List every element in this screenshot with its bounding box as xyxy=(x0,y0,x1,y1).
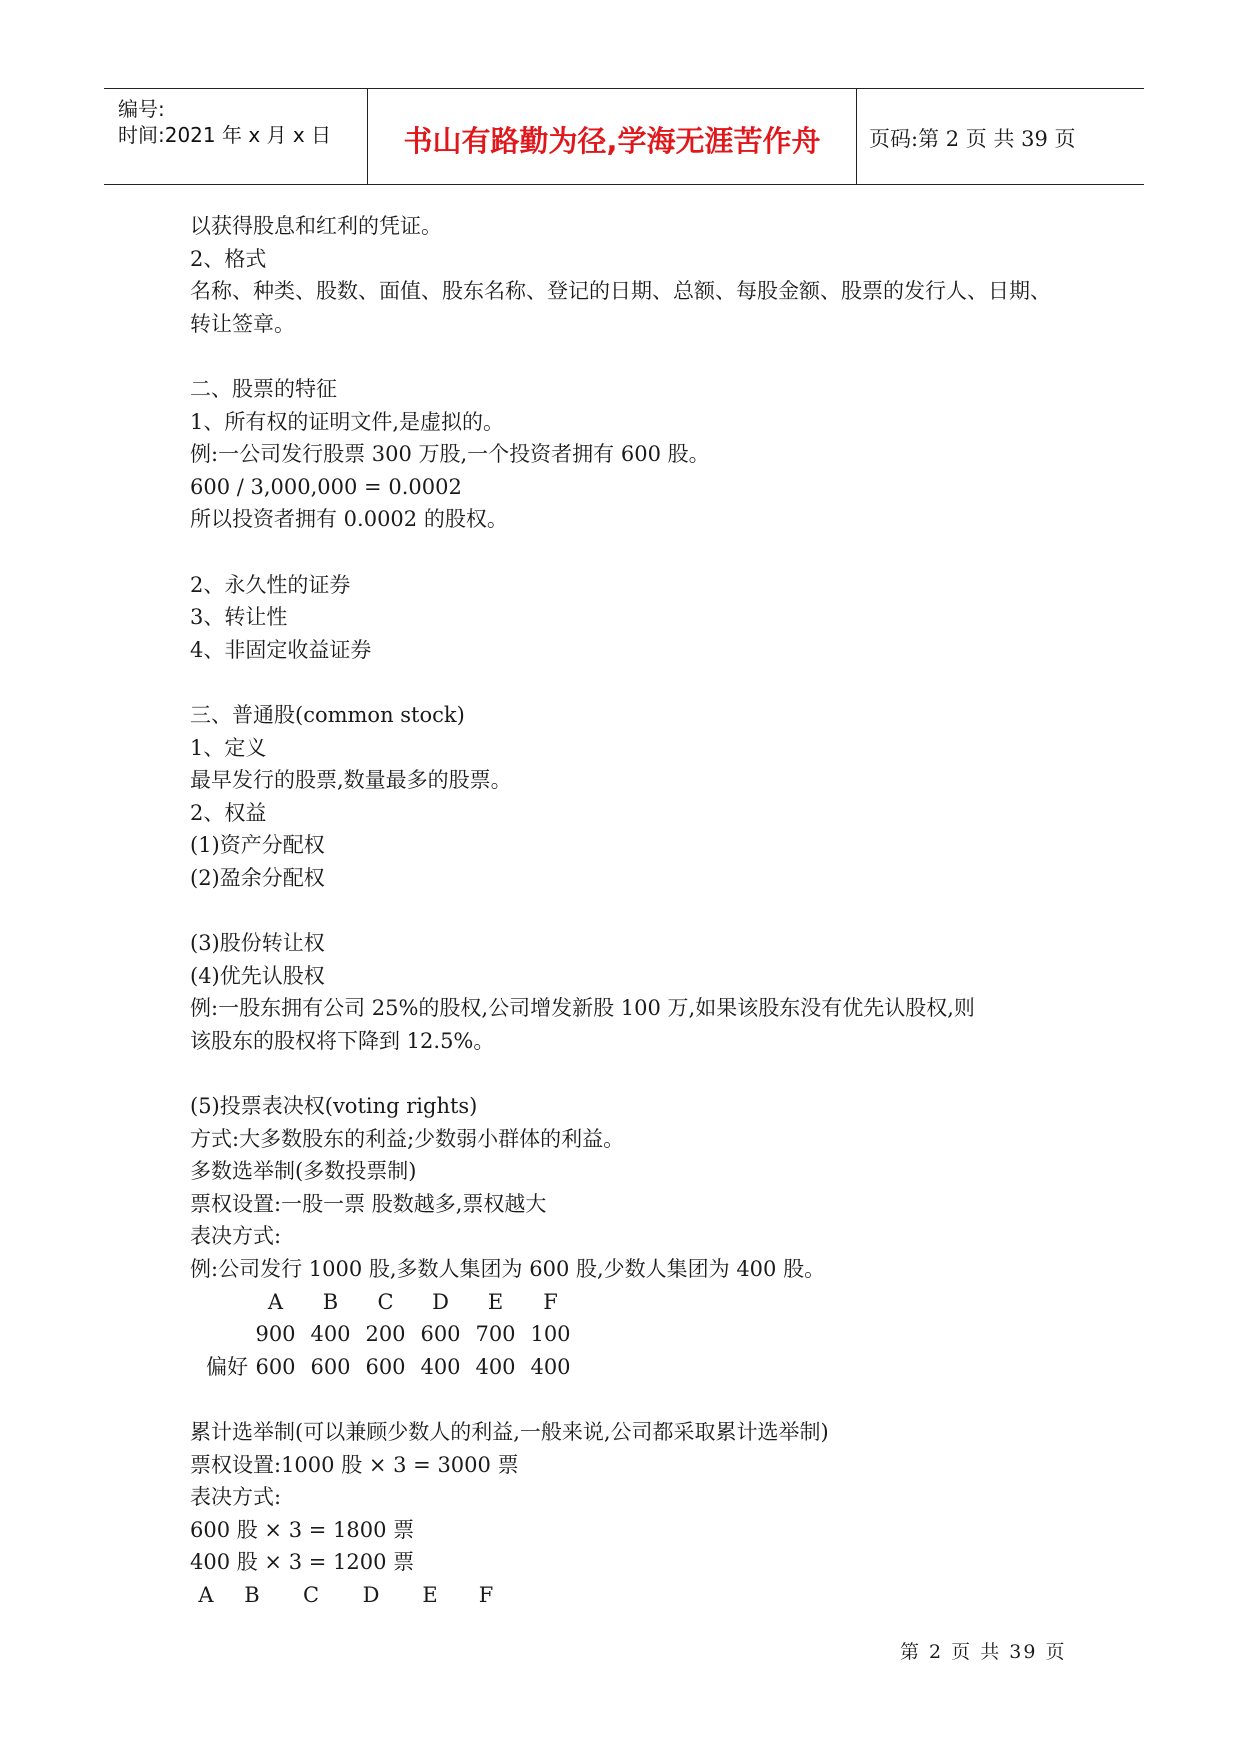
page-header xyxy=(104,88,1144,185)
section-heading: 二、股票的特征 xyxy=(190,376,337,401)
list-item: 3、转让性 xyxy=(190,605,288,630)
table-cell: 400 xyxy=(420,1354,461,1379)
formula: 600 股 × 3 = 1800 票 xyxy=(190,1517,415,1542)
table-cell: 600 xyxy=(255,1354,296,1379)
paragraph: 方式:大多数股东的利益;少数弱小群体的利益。 xyxy=(190,1126,625,1151)
list-item: (4)优先认股权 xyxy=(190,963,325,988)
page-footer: 第 2 页 共 39 页 xyxy=(900,1641,1067,1663)
number-label: 编号: xyxy=(118,97,165,121)
paragraph: 表决方式: xyxy=(190,1485,282,1510)
table-cell: D xyxy=(432,1289,449,1314)
table-cell xyxy=(190,1286,248,1319)
table-cell: E xyxy=(422,1582,438,1607)
list-item: (1)资产分配权 xyxy=(190,833,325,858)
example-text: 例:一公司发行股票 300 万股,一个投资者拥有 600 股。 xyxy=(190,442,710,467)
document-body xyxy=(190,210,1070,1612)
table-row xyxy=(190,1579,514,1612)
table-cell: A xyxy=(267,1289,284,1314)
table-cell: 400 xyxy=(310,1322,351,1347)
formula: 400 股 × 3 = 1200 票 xyxy=(190,1550,415,1575)
table-cell xyxy=(190,1318,248,1351)
header-motto-cell xyxy=(367,89,857,184)
subheading: 1、定义 xyxy=(190,735,267,760)
table-cell: 600 xyxy=(365,1354,406,1379)
table-cell: 700 xyxy=(475,1322,516,1347)
table-cell: F xyxy=(478,1582,494,1607)
majority-vote-table xyxy=(190,1286,578,1384)
table-cell: 100 xyxy=(530,1322,571,1347)
table-cell: E xyxy=(487,1289,504,1314)
table-cell: B xyxy=(322,1289,339,1314)
example-text: 例:一股东拥有公司 25%的股权,公司增发新股 100 万,如果该股东没有优先认股权,则 xyxy=(190,996,975,1021)
table-cell: 400 xyxy=(475,1354,516,1379)
subheading: 2、格式 xyxy=(190,246,267,271)
paragraph: 转让签章。 xyxy=(190,311,295,336)
table-cell: 600 xyxy=(310,1354,351,1379)
paragraph: 名称、种类、股数、面值、股东名称、登记的日期、总额、每股金额、股票的发行人、日期、 xyxy=(190,279,1051,304)
formula: 600 / 3,000,000 = 0.0002 xyxy=(190,474,462,499)
list-item: 2、永久性的证券 xyxy=(190,572,351,597)
list-item: 4、非固定收益证券 xyxy=(190,637,372,662)
paragraph: 累计选举制(可以兼顾少数人的利益,一般来说,公司都采取累计选举制) xyxy=(190,1419,829,1444)
table-cell: 600 xyxy=(420,1322,461,1347)
list-item: (2)盈余分配权 xyxy=(190,865,325,890)
table-row-label: 偏好 xyxy=(206,1354,248,1379)
paragraph: 表决方式: xyxy=(190,1224,282,1249)
table-cell: A xyxy=(198,1582,214,1607)
page-code: 页码:第 2 页 共 39 页 xyxy=(869,127,1076,151)
cumulative-candidates-row xyxy=(190,1579,514,1612)
table-cell: C xyxy=(377,1289,394,1314)
time-label: 时间:2021 年 x 月 x 日 xyxy=(118,123,332,147)
paragraph: 票权设置:一股一票 股数越多,票权越大 xyxy=(190,1191,547,1216)
paragraph: 票权设置:1000 股 × 3 = 3000 票 xyxy=(190,1452,519,1477)
header-right-cell xyxy=(857,89,1144,184)
table-cell: 400 xyxy=(530,1354,571,1379)
list-item: (5)投票表决权(voting rights) xyxy=(190,1094,478,1119)
paragraph: 所以投资者拥有 0.0002 的股权。 xyxy=(190,507,508,532)
paragraph: 以获得股息和红利的凭证。 xyxy=(190,214,442,238)
table-cell: 200 xyxy=(365,1322,406,1347)
section-heading: 三、普通股(common stock) xyxy=(190,702,465,727)
motto: 书山有路勤为径,学海无涯苦作舟 xyxy=(403,124,821,158)
example-text: 该股东的股权将下降到 12.5%。 xyxy=(190,1028,495,1053)
table-row xyxy=(190,1286,578,1319)
table-cell: 900 xyxy=(255,1322,296,1347)
header-left-cell xyxy=(104,89,367,184)
table-cell: D xyxy=(362,1582,380,1607)
example-text: 例:公司发行 1000 股,多数人集团为 600 股,少数人集团为 400 股。 xyxy=(190,1257,826,1281)
table-row xyxy=(190,1318,578,1351)
table-row xyxy=(190,1351,578,1384)
list-item: 1、所有权的证明文件,是虚拟的。 xyxy=(190,409,505,434)
table-cell: B xyxy=(244,1582,260,1607)
table-cell: C xyxy=(302,1582,320,1607)
paragraph: 最早发行的股票,数量最多的股票。 xyxy=(190,768,512,793)
subheading: 2、权益 xyxy=(190,800,267,825)
list-item: (3)股份转让权 xyxy=(190,931,325,956)
table-cell: F xyxy=(543,1289,558,1314)
paragraph: 多数选举制(多数投票制) xyxy=(190,1159,417,1184)
